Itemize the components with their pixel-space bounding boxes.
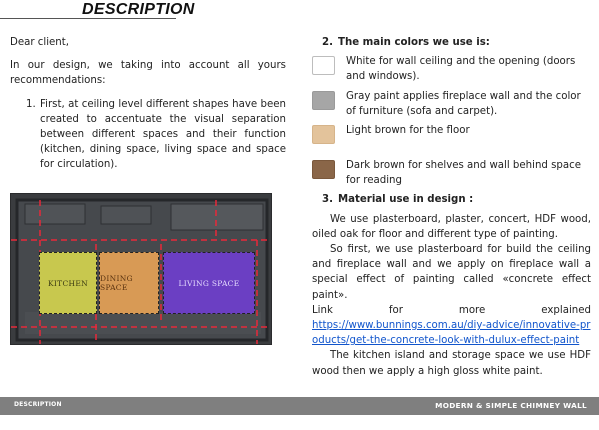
color-item-light-brown <box>312 123 591 144</box>
colors-number: 2. <box>322 37 333 48</box>
page-title: DESCRIPTION <box>82 1 195 18</box>
link-intro-word: for <box>388 304 403 316</box>
kitchen-zone <box>39 252 97 314</box>
list-number: 1. <box>26 98 36 110</box>
color-item-text: White for wall ceiling and the opening (doors and windows). <box>346 56 576 83</box>
footer-left-label: DESCRIPTION <box>14 401 62 408</box>
list-item <box>10 97 286 173</box>
material-paragraph-2 <box>312 242 591 303</box>
colors-heading <box>312 35 591 50</box>
color-item-dark-brown <box>312 158 591 188</box>
material-p1-text: We use plasterboard, plaster, concert, HDF wood, oiled oak for floor and different type of painting. <box>312 213 591 240</box>
material-text <box>312 212 591 379</box>
greeting: Dear client, <box>10 37 70 48</box>
right-column <box>312 35 591 379</box>
living-zone <box>163 252 255 314</box>
living-label: LIVING SPACE <box>178 278 240 288</box>
material-number: 3. <box>322 194 333 206</box>
left-column <box>10 35 286 173</box>
header-underline <box>0 18 176 19</box>
color-item-text: Light brown for the floor <box>346 125 470 137</box>
colors-heading-text: The main colors we use is: <box>338 37 490 48</box>
dining-zone <box>99 252 159 314</box>
material-paragraph-3 <box>312 348 591 378</box>
link-intro-word: Link <box>312 304 333 316</box>
dining-label: DINING SPACE <box>100 274 133 292</box>
material-paragraph-1 <box>312 212 591 242</box>
material-p3-text: The kitchen island and storage space we use HDF wood then we apply a high gloss white paint. <box>312 350 591 377</box>
link-container <box>312 318 591 348</box>
bunnings-link[interactable]: https://www.bunnings.com.au/diy-advice/innovative-products/get-the-concrete-look-with-dulux-effect-paint <box>312 320 591 347</box>
link-intro <box>312 303 591 318</box>
kitchen-label: KITCHEN <box>48 278 88 288</box>
intro-paragraph: In our design, we taking into account all yours recommendations: <box>10 60 286 87</box>
material-heading-text: Material use in design : <box>338 194 474 206</box>
material-heading <box>312 192 591 207</box>
link-intro-word: more <box>458 304 486 316</box>
color-item-text: Gray paint applies fireplace wall and the color of furniture (sofa and carpet). <box>346 90 581 117</box>
page-footer <box>0 397 599 415</box>
white-swatch <box>312 56 335 75</box>
footer-right-label: MODERN & SIMPLE CHIMNEY WALL <box>435 401 587 410</box>
page-header <box>0 0 599 21</box>
material-p2-text: So first, we use plasterboard for build the ceiling and fireplace wall and we apply on fireplace wall a special effect of painting called «concrete effect paint». <box>312 244 591 301</box>
link-intro-word: explained <box>541 304 591 316</box>
list-text: First, at ceiling level different shapes have been created to accentuate the visual separation between different spaces and their function (kitchen, dining space, living space and space for circulation). <box>40 98 286 171</box>
dark-brown-swatch <box>312 160 335 179</box>
gray-swatch <box>312 91 335 110</box>
light-brown-swatch <box>312 125 335 144</box>
floor-plan-image <box>10 193 272 345</box>
color-item-text: Dark brown for shelves and wall behind space for reading <box>346 160 582 187</box>
color-item-gray <box>312 89 591 119</box>
color-item-white <box>312 54 591 84</box>
